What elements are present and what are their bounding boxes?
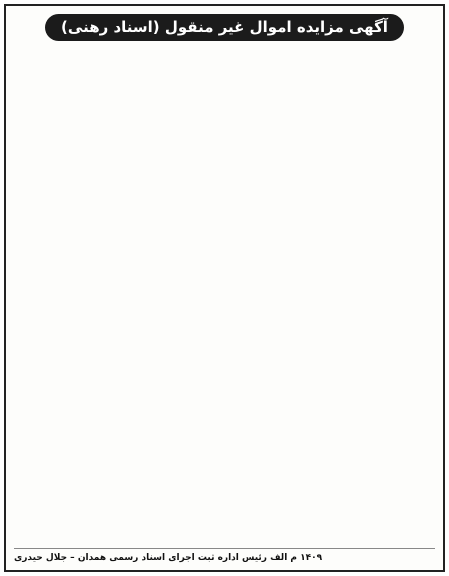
notice-body xyxy=(14,47,435,544)
auction-notice xyxy=(4,4,445,572)
notice-title: آگهی مزایده اموال غیر منقول (اسناد رهنی) xyxy=(45,14,404,41)
notice-signature: ۱۴۰۹ م الف رئیس اداره ثبت اجرای اسناد رسمی همدان – جلال حیدری xyxy=(14,548,435,564)
title-bar xyxy=(14,14,435,41)
